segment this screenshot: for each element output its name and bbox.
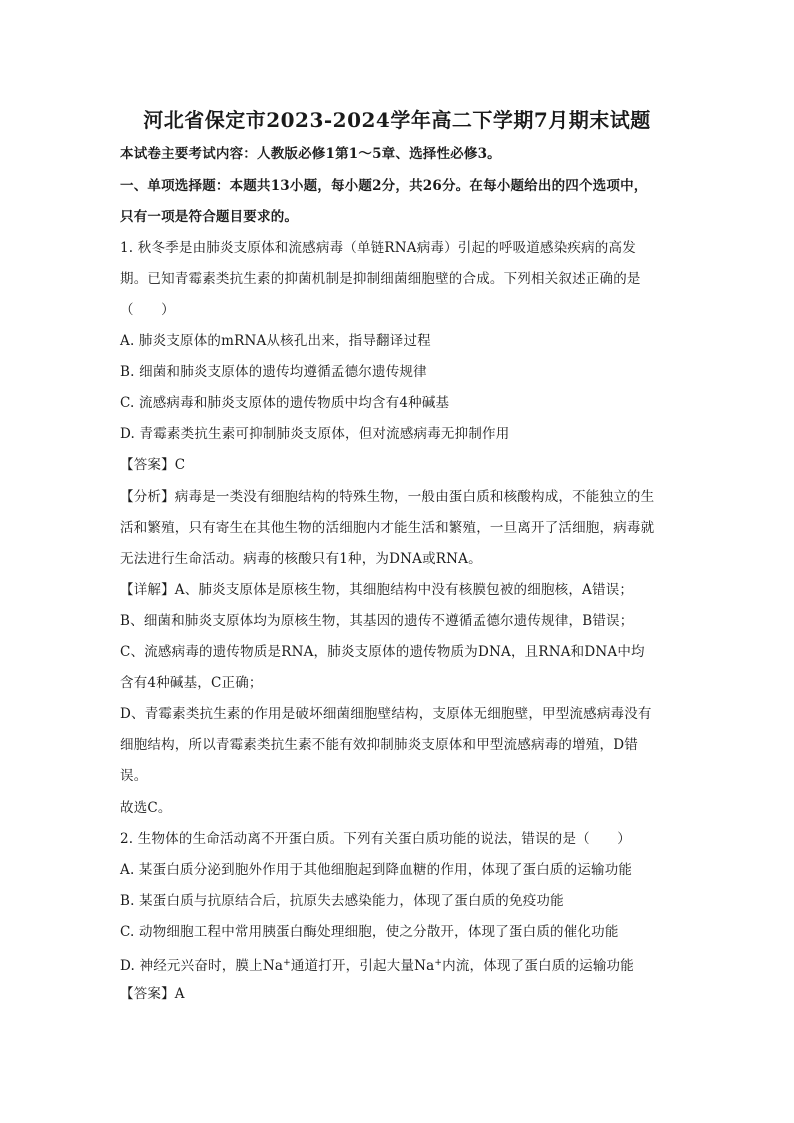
q1-stem-line1: 1. 秋冬季是由肺炎支原体和流感病毒（单链RNA病毒）引起的呼吸道感染疾病的高发 xyxy=(120,240,636,256)
q1-analysis-line2: 活和繁殖，只有寄生在其他生物的活细胞内才能生活和繁殖，一旦离开了活细胞，病毒就 xyxy=(120,520,655,536)
q1-stem-line2: 期。已知青霉素类抗生素的抑菌机制是抑制细菌细胞壁的合成。下列相关叙述正确的是 xyxy=(120,271,641,287)
q1-answer: 【答案】C xyxy=(120,457,186,473)
q2-option-d-text-part2: 通道打开，引起大量Na xyxy=(290,958,435,974)
q1-detail-b: B、细菌和肺炎支原体均为原核生物，其基因的遗传不遵循孟德尔遗传规律，B错误； xyxy=(120,613,634,629)
q2-option-d-text-part1: D. 神经元兴奋时，膜上Na xyxy=(120,958,284,974)
q1-detail-c-line1: C、流感病毒的遗传物质是RNA，肺炎支原体的遗传物质为DNA，且RNA和DNA中均 xyxy=(120,644,645,660)
q2-answer: 【答案】A xyxy=(120,986,185,1002)
q1-option-d: D. 青霉素类抗生素可抑制肺炎支原体，但对流感病毒无抑制作用 xyxy=(120,426,510,442)
q1-option-a: A. 肺炎支原体的mRNA从核孔出来，指导翻译过程 xyxy=(120,333,431,349)
q2-stem: 2. 生物体的生命活动离不开蛋白质。下列有关蛋白质功能的说法，错误的是（ ） xyxy=(120,831,631,847)
q1-stem-line3: （ ） xyxy=(120,302,175,318)
q1-option-b: B. 细菌和肺炎支原体的遗传均遵循孟德尔遗传规律 xyxy=(120,364,427,380)
q2-option-a: A. 某蛋白质分泌到胞外作用于其他细胞起到降血糖的作用，体现了蛋白质的运输功能 xyxy=(120,862,633,878)
q2-option-d-superscript-2: + xyxy=(434,958,443,968)
q2-option-c: C. 动物细胞工程中常用胰蛋白酶处理细胞，使之分散开，体现了蛋白质的催化功能 xyxy=(120,924,619,940)
q1-option-c: C. 流感病毒和肺炎支原体的遗传物质中均含有4种碱基 xyxy=(120,395,450,411)
q1-detail-d-line3: 误。 xyxy=(120,768,148,784)
q1-detail-c-line2: 含有4种碱基，C正确； xyxy=(120,675,263,691)
q2-option-d-text-part3: 内流，体现了蛋白质的运输功能 xyxy=(442,958,634,974)
exam-scope: 本试卷主要考试内容：人教版必修1第1～5章、选择性必修3。 xyxy=(120,146,501,162)
q1-detail-d-line2: 细胞结构，所以青霉素类抗生素不能有效抑制肺炎支原体和甲型流感病毒的增殖，D错 xyxy=(120,737,638,753)
section-heading-line1: 一、单项选择题：本题共13小题，每小题2分，共26分。在每小题给出的四个选项中， xyxy=(120,178,648,194)
section-heading-line2: 只有一项是符合题目要求的。 xyxy=(120,209,299,225)
q1-analysis-line3: 无法进行生命活动。病毒的核酸只有1种，为DNA或RNA。 xyxy=(120,551,482,567)
q1-detail-a: 【详解】A、肺炎支原体是原核生物，其细胞结构中没有核膜包被的细胞核，A错误； xyxy=(120,582,634,598)
q2-option-b: B. 某蛋白质与抗原结合后，抗原失去感染能力，体现了蛋白质的免疫功能 xyxy=(120,893,564,909)
q1-conclusion: 故选C。 xyxy=(120,800,172,816)
q1-detail-d-line1: D、青霉素类抗生素的作用是破坏细菌细胞壁结构，支原体无细胞壁，甲型流感病毒没有 xyxy=(120,706,652,722)
q2-option-d-superscript-1: + xyxy=(283,958,291,968)
document-title: 河北省保定市2023-2024学年高二下学期7月期末试题 xyxy=(143,108,651,132)
q1-analysis-line1: 【分析】病毒是一类没有细胞结构的特殊生物，一般由蛋白质和核酸构成，不能独立的生 xyxy=(120,489,655,505)
q2-option-d xyxy=(120,953,680,976)
